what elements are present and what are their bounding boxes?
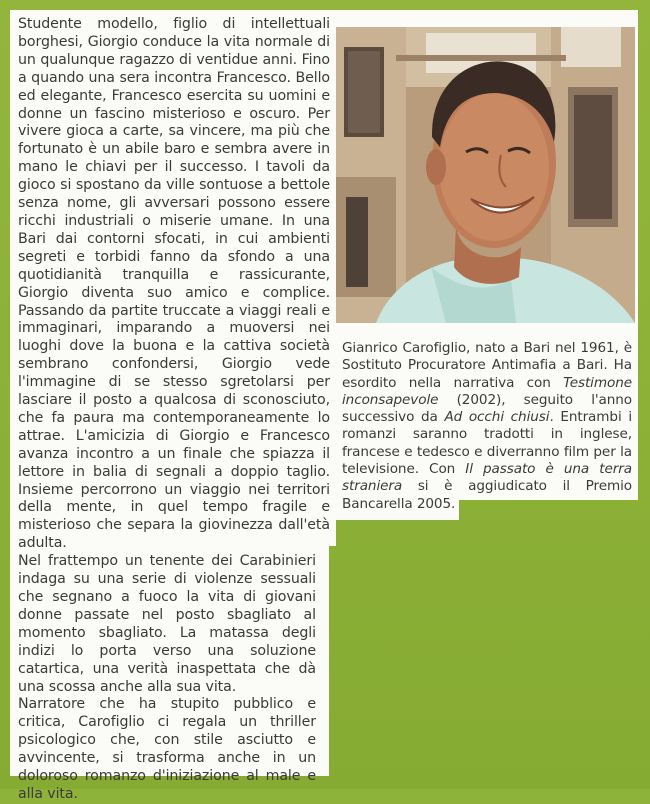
bio-title-1: Testimone inconsapevole (342, 374, 632, 408)
bio-part-3: . Entrambi i romanzi saranno tradotti in inglese, francese e tedesco e diverranno film per la televisione. Con (342, 409, 632, 478)
synopsis-paragraph-2: Nel frattempo un tenente dei Carabinieri indaga su una serie di violenze sessuali che segnano a fuoco la vita di giovani donne passate nel posto sbagliato al momento sbagliato. La matassa degli indizi lo porta verso una soluzione catartica, una verità inaspettata che dà una scossa anche alla sua vita. (18, 553, 316, 695)
synopsis-paragraph-3: Narratore che ha stupito pubblico e critica, Carofiglio ci regala un thriller psicologico che, con stile asciutto e avvincente, si trasforma anche in un doloroso romanzo d'iniziazione al male e alla vita. (18, 696, 316, 802)
bio-part-4: si è aggiudicato il Premio Bancarella 2005. (342, 478, 632, 512)
author-photo (336, 27, 635, 323)
author-bio (342, 340, 632, 513)
bio-title-3: Il passato è una terra straniera (342, 461, 632, 495)
bio-part-1: Gianrico Carofiglio, nato a Bari nel 1961, è Sostituto Procuratore Antimafia a Bari. Ha esordito nella narrativa con (342, 340, 632, 391)
synopsis-paragraph-1: Studente modello, figlio di intellettuali borghesi, Giorgio conduce la vita normale di un qualunque ragazzo di ventidue anni. Fino a quando una sera incontra Francesco. Bello ed elegante, Francesco esercita su uomini e donne un fascino misterioso e oscuro. Per vivere gioca a carte, sa vincere, ma più che fortunato è un abile baro e sembra avere in mano le chiavi per il successo. I tavoli da gioco si spostano da ville sontuose a bettole senza nome, gli avversari possono essere ricchi industriali o miserie umane. In una Bari dai contorni sfocati, in cui ambienti segreti e torbidi fanno da sfondo a una quotidianità tranquilla e rassicurante, Giorgio diventa suo amico e complice. Passando da partite truccate a viaggi reali e immaginari, imparando a muoversi nei luoghi dove la buona e la cattiva società sembrano confondersi, Giorgio vede l'immagine di se stesso sgretolarsi per lasciare il posto a qualcosa di sconosciuto, che fa paura ma contemporaneamente lo attrae. L'amicizia di Giorgio e Francesco avanza incontro a un finale che spiazza il lettore in balia di segnali a doppio taglio. Insieme percorrono un viaggio nei territori della mente, in quel tempo fragile e misterioso che separa la giovinezza dall'età adulta. (18, 16, 330, 552)
bio-title-2: Ad occhi chiusi (444, 409, 550, 426)
bio-part-2: (2002), seguito l'anno successivo da (342, 391, 632, 426)
synopsis (18, 16, 330, 804)
